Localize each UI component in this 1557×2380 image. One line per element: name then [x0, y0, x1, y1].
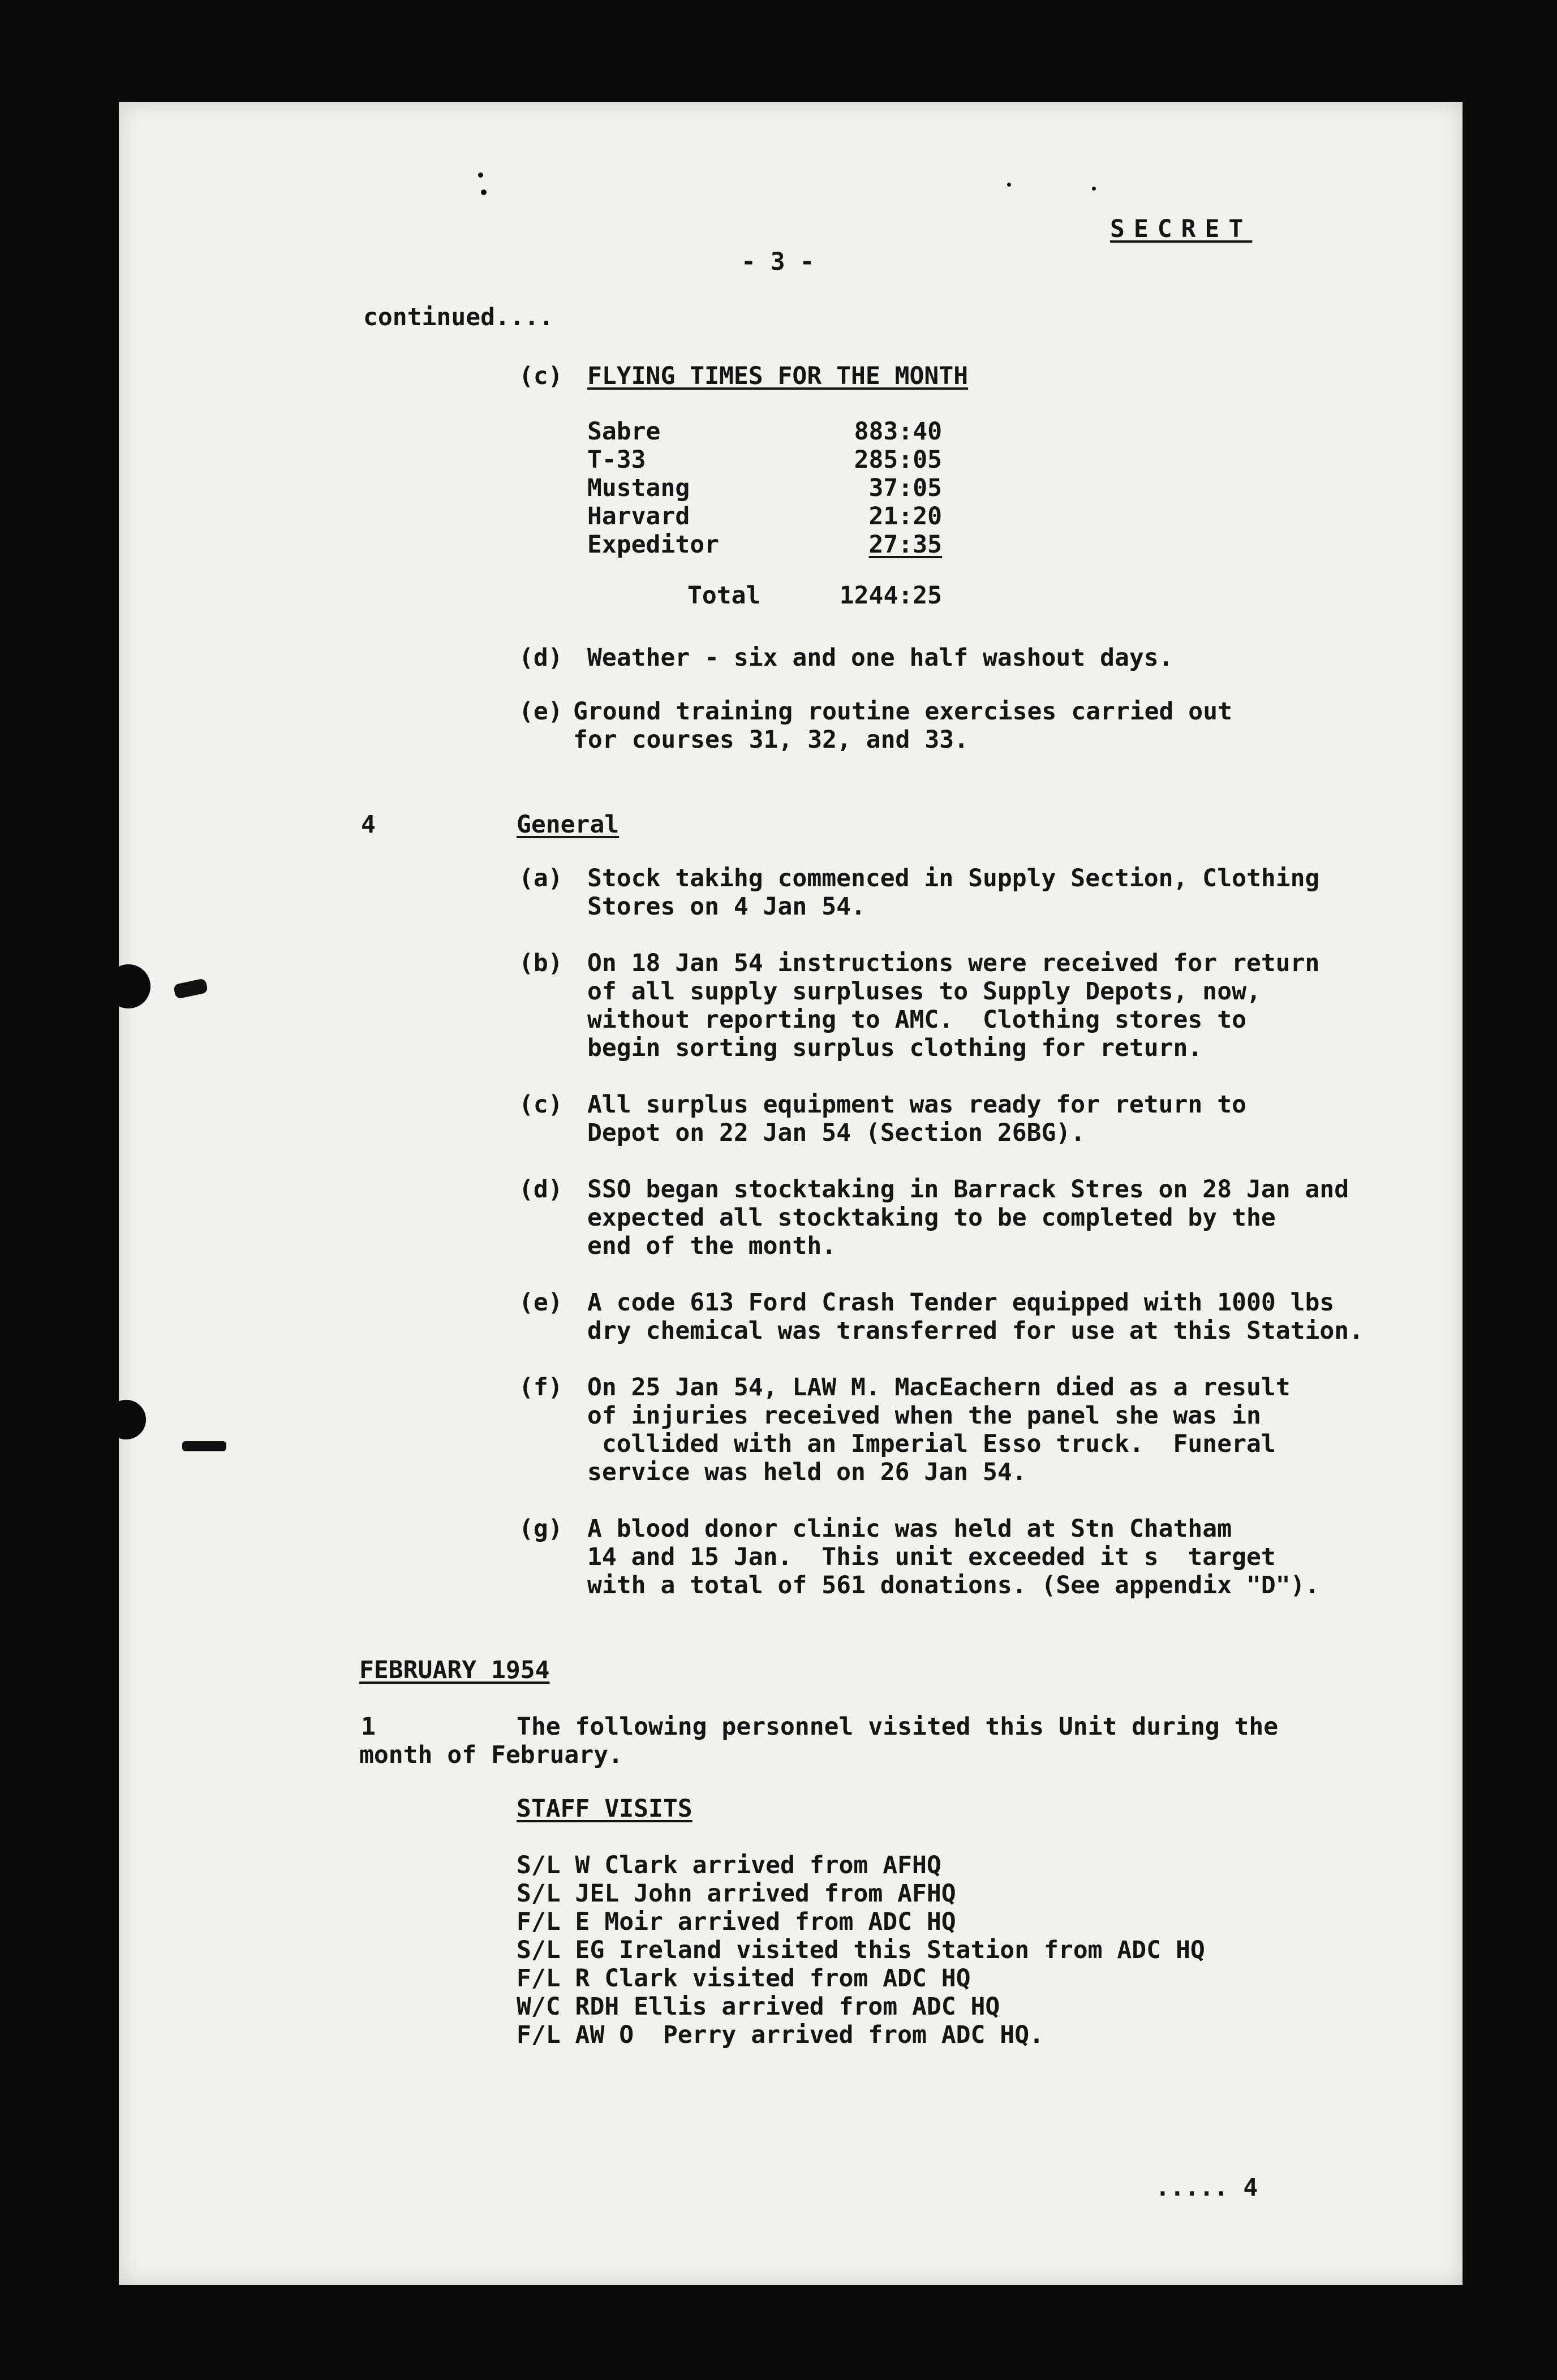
text-line: Ground training routine exercises carried out	[573, 697, 1232, 726]
aircraft-name: T-33	[587, 446, 646, 474]
speck	[481, 189, 487, 195]
february-heading: FEBRUARY 1954	[359, 1656, 550, 1684]
section-number: 4	[361, 810, 376, 839]
flying-time: 21:20	[868, 502, 942, 531]
speck	[1092, 187, 1096, 191]
text-line: of injuries received when the panel she was in	[587, 1402, 1261, 1430]
text-line: 14 and 15 Jan. This unit exceeded it s target	[587, 1543, 1276, 1571]
text-line: collided with an Imperial Esso truck. Funeral	[587, 1430, 1276, 1458]
flying-time: 27:35	[868, 531, 942, 559]
visit-entry: S/L JEL John arrived from AFHQ	[517, 1879, 956, 1908]
section-e-label: (e)	[519, 697, 563, 726]
item-label: (g)	[519, 1515, 563, 1543]
section-c-label: (c)	[519, 362, 563, 390]
aircraft-name: Expeditor	[587, 531, 719, 559]
text-line: Depot on 22 Jan 54 (Section 26BG).	[587, 1119, 1086, 1147]
general-title: General	[517, 810, 620, 839]
item-label: (f)	[519, 1373, 563, 1402]
text-line: begin sorting surplus clothing for return.	[587, 1034, 1203, 1062]
text-line: dry chemical was transferred for use at this Station.	[587, 1317, 1364, 1345]
visit-entry: F/L R Clark visited from ADC HQ	[517, 1964, 971, 1993]
text-line: A blood donor clinic was held at Stn Chatham	[587, 1515, 1232, 1543]
visit-entry: S/L W Clark arrived from AFHQ	[517, 1851, 941, 1879]
weather-text: Weather - six and one half washout days.	[587, 644, 1173, 672]
speck	[1007, 183, 1011, 187]
aircraft-name: Sabre	[587, 417, 661, 446]
flying-time: 883:40	[854, 417, 942, 446]
text-line: A code 613 Ford Crash Tender equipped with 1000 lbs	[587, 1288, 1335, 1317]
text-line: without reporting to AMC. Clothing stores to	[587, 1006, 1246, 1034]
item-label: (d)	[519, 1175, 563, 1204]
text-line: The following personnel visited this Unit during the	[517, 1713, 1279, 1741]
item-label: (c)	[519, 1090, 563, 1119]
item-label: (a)	[519, 864, 563, 892]
page-number: - 3 -	[741, 248, 815, 276]
staff-visits-title: STAFF VISITS	[517, 1795, 693, 1823]
visit-entry: F/L E Moir arrived from ADC HQ	[517, 1908, 956, 1936]
classification-mark: SECRET	[1110, 215, 1253, 243]
total-label: Total	[687, 581, 761, 610]
ink-smudge-upper	[173, 978, 208, 999]
item-label: (e)	[519, 1288, 563, 1317]
flying-time: 285:05	[854, 446, 942, 474]
text-line: Stock takihg commenced in Supply Section, Clothing	[587, 864, 1320, 892]
total-value: 1244:25	[839, 581, 942, 610]
visit-entry: W/C RDH Ellis arrived from ADC HQ	[517, 1993, 1000, 2021]
section-d-label: (d)	[519, 644, 563, 672]
flying-times-title: FLYING TIMES FOR THE MONTH	[587, 362, 969, 390]
ink-smudge-lower	[182, 1441, 226, 1451]
next-page-indicator: ..... 4	[1155, 2174, 1258, 2202]
item-label: (b)	[519, 949, 563, 977]
aircraft-name: Harvard	[587, 502, 690, 531]
text-line: for courses 31, 32, and 33.	[573, 726, 969, 754]
text-line: of all supply surpluses to Supply Depots, now,	[587, 977, 1261, 1006]
text-line: with a total of 561 donations. (See appendix "D").	[587, 1571, 1320, 1599]
paragraph-number: 1	[361, 1713, 376, 1741]
aircraft-name: Mustang	[587, 474, 690, 502]
text-line: Stores on 4 Jan 54.	[587, 892, 866, 921]
text-line: On 25 Jan 54, LAW M. MacEachern died as a result	[587, 1373, 1291, 1402]
punch-hole-upper	[106, 964, 150, 1008]
document-page	[119, 102, 1463, 2285]
text-line: All surplus equipment was ready for return to	[587, 1090, 1246, 1119]
text-line: end of the month.	[587, 1232, 837, 1260]
continued-label: continued....	[363, 303, 554, 331]
visit-entry: S/L EG Ireland visited this Station from ADC HQ	[517, 1936, 1205, 1964]
visit-entry: F/L AW O Perry arrived from ADC HQ.	[517, 2021, 1044, 2049]
speck	[478, 173, 483, 178]
text-line: SSO began stocktaking in Barrack Stres on 28 Jan and	[587, 1175, 1349, 1204]
flying-time: 37:05	[868, 474, 942, 502]
text-line: month of February.	[359, 1741, 623, 1769]
punch-hole-lower	[106, 1400, 146, 1439]
text-line: expected all stocktaking to be completed by the	[587, 1204, 1276, 1232]
text-line: On 18 Jan 54 instructions were received for return	[587, 949, 1320, 977]
text-line: service was held on 26 Jan 54.	[587, 1458, 1027, 1486]
